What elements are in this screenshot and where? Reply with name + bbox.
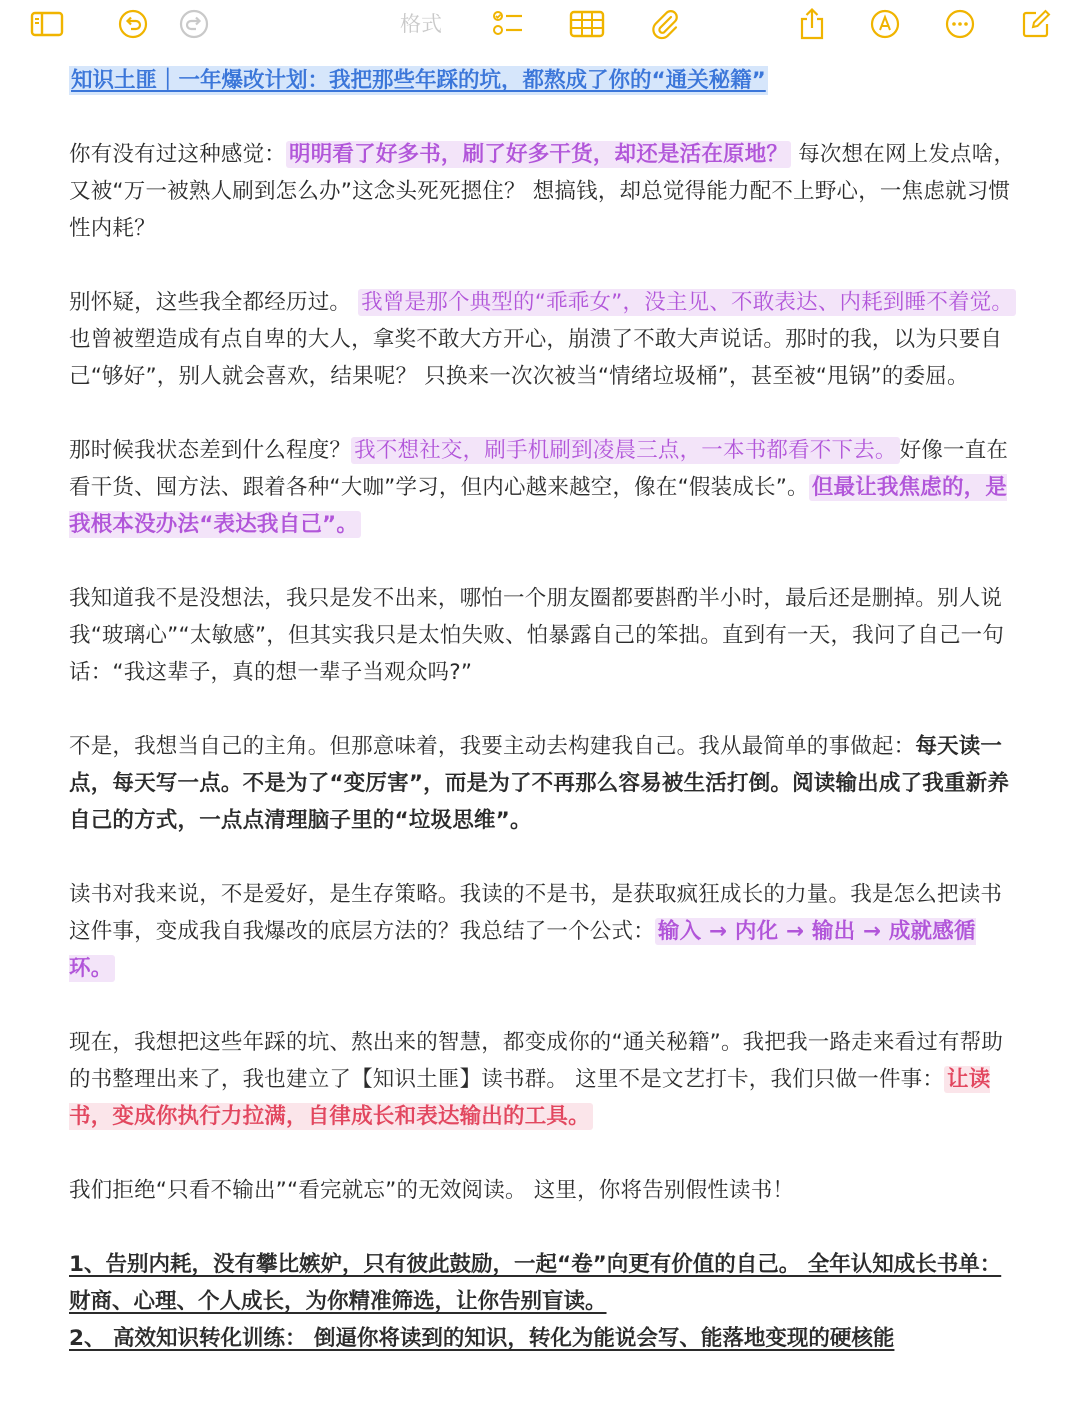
- highlight-text: 我曾是那个典型的“乖乖女”，没主见、不敢表达、内耗到睡不着觉。: [358, 289, 1016, 316]
- paragraph-8: 我们拒绝“只看不输出”“看完就忘”的无效阅读。 这里，你将告别假性读书！: [69, 1178, 795, 1203]
- checklist-icon[interactable]: [488, 6, 528, 42]
- highlight-text: 输入 → 内化 → 输出 → 成就感循环。: [69, 919, 976, 981]
- paragraph-text: 读书对我来说，不是爱好，是生存策略。我读的不是书，是获取疯狂成长的力量。我是怎么把读书这件事，变成我自我爆改的底层方法的？我总结了一个公式：: [69, 882, 1003, 944]
- paragraph-4: 我知道我不是没想法，我只是发不出来，哪怕一个朋友圈都要斟酌半小时，最后还是删掉。别人说我“玻璃心”“太敏感”，但其实我只是太怕失败、怕暴露自己的笨拙。直到有一天，我问了自己一句话：“我这辈子，真的想一辈子当观众吗?”: [69, 586, 1005, 685]
- note-body[interactable]: [69, 62, 1019, 1357]
- paragraph-text: 别怀疑，这些我全都经历过。: [69, 290, 359, 315]
- paragraph-1: [69, 136, 1019, 247]
- paragraph-6: [69, 876, 1019, 987]
- highlight-text: 我不想社交，刷手机刷到凌晨三点，一本书都看不下去。: [351, 437, 900, 464]
- sidebar-icon[interactable]: [27, 6, 67, 42]
- share-icon[interactable]: [792, 6, 832, 42]
- paragraph-text: 不是，我想当自己的主角。但那意味着，我要主动去构建我自己。我从最简单的事做起：: [69, 734, 916, 759]
- redo-icon[interactable]: [174, 6, 214, 42]
- more-icon[interactable]: [940, 6, 980, 42]
- paragraph-text: 你有没有过这种感觉：: [69, 142, 287, 167]
- paragraph-7: [69, 1024, 1019, 1135]
- note-title-link[interactable]: 知识土匪｜一年爆改计划：我把那些年踩的坑，都熬成了你的“通关秘籍”: [71, 68, 766, 93]
- toolbar: [0, 0, 1080, 50]
- undo-icon[interactable]: [113, 6, 153, 42]
- compose-icon[interactable]: [1016, 6, 1056, 42]
- bold-text: 每天读一点，每天写一点。不是为了“变厉害”，而是为了不再那么容易被生活打倒。阅读输出成了我重新养自己的方式，一点点清理脑子里的“垃圾思维”。: [69, 734, 1010, 833]
- markup-icon[interactable]: [865, 6, 905, 42]
- highlight-text: 但最让我焦虑的，是我根本没办法“表达我自己”。: [69, 475, 1008, 537]
- highlight-text: 明明看了好多书，刷了好多干货，却还是活在原地？: [286, 141, 791, 168]
- paragraph-text: 也曾被塑造成有点自卑的大人，拿奖不敢大方开心，崩溃了不敢大声说话。那时的我，以为只要自己“够好”，别人就会喜欢，结果呢？ 只换来一次次被当“情绪垃圾桶”，甚至被“甩锅”的委屈。: [69, 327, 1003, 389]
- paragraph-text: 好像一直在看干货、囤方法、跟着各种“大咖”学习，但内心越来越空，像在“假装成长”。: [69, 438, 1009, 500]
- highlight-text: 让读书，变成你执行力拉满，自律成长和表达输出的工具。: [69, 1067, 991, 1129]
- note-title[interactable]: [69, 62, 1019, 100]
- paragraph-text: 每次想在网上发点啥，又被“万一被熟人刷到怎么办”这念头死死摁住？ 想搞钱，却总觉得能力配不上野心，一焦虑就习惯性内耗？: [69, 142, 1016, 241]
- list-item: 2、 高效知识转化训练： 倒逼你将读到的知识，转化为能说会写、能落地变现的硬核能: [69, 1326, 895, 1351]
- paragraph-text: 现在，我想把这些年踩的坑、熬出来的智慧，都变成你的“通关秘籍”。我把我一路走来看过有帮助的书整理出来了，我也建立了【知识土匪】读书群。 这里不是文艺打卡，我们只做一件事：: [69, 1030, 1004, 1092]
- list-item: 1、告别内耗，没有攀比嫉妒，只有彼此鼓励，一起“卷”向更有价值的自己。 全年认知成长书单： 财商、心理、个人成长，为你精准筛选，让你告别盲读。: [69, 1252, 1002, 1314]
- attachment-icon[interactable]: [645, 6, 685, 42]
- format-button[interactable]: 格式: [400, 12, 442, 36]
- paragraph-5: [69, 728, 1019, 839]
- paragraph-3: [69, 432, 1019, 543]
- table-icon[interactable]: [567, 6, 607, 42]
- paragraph-2: [69, 284, 1019, 395]
- paragraph-text: 那时候我状态差到什么程度？: [69, 438, 352, 463]
